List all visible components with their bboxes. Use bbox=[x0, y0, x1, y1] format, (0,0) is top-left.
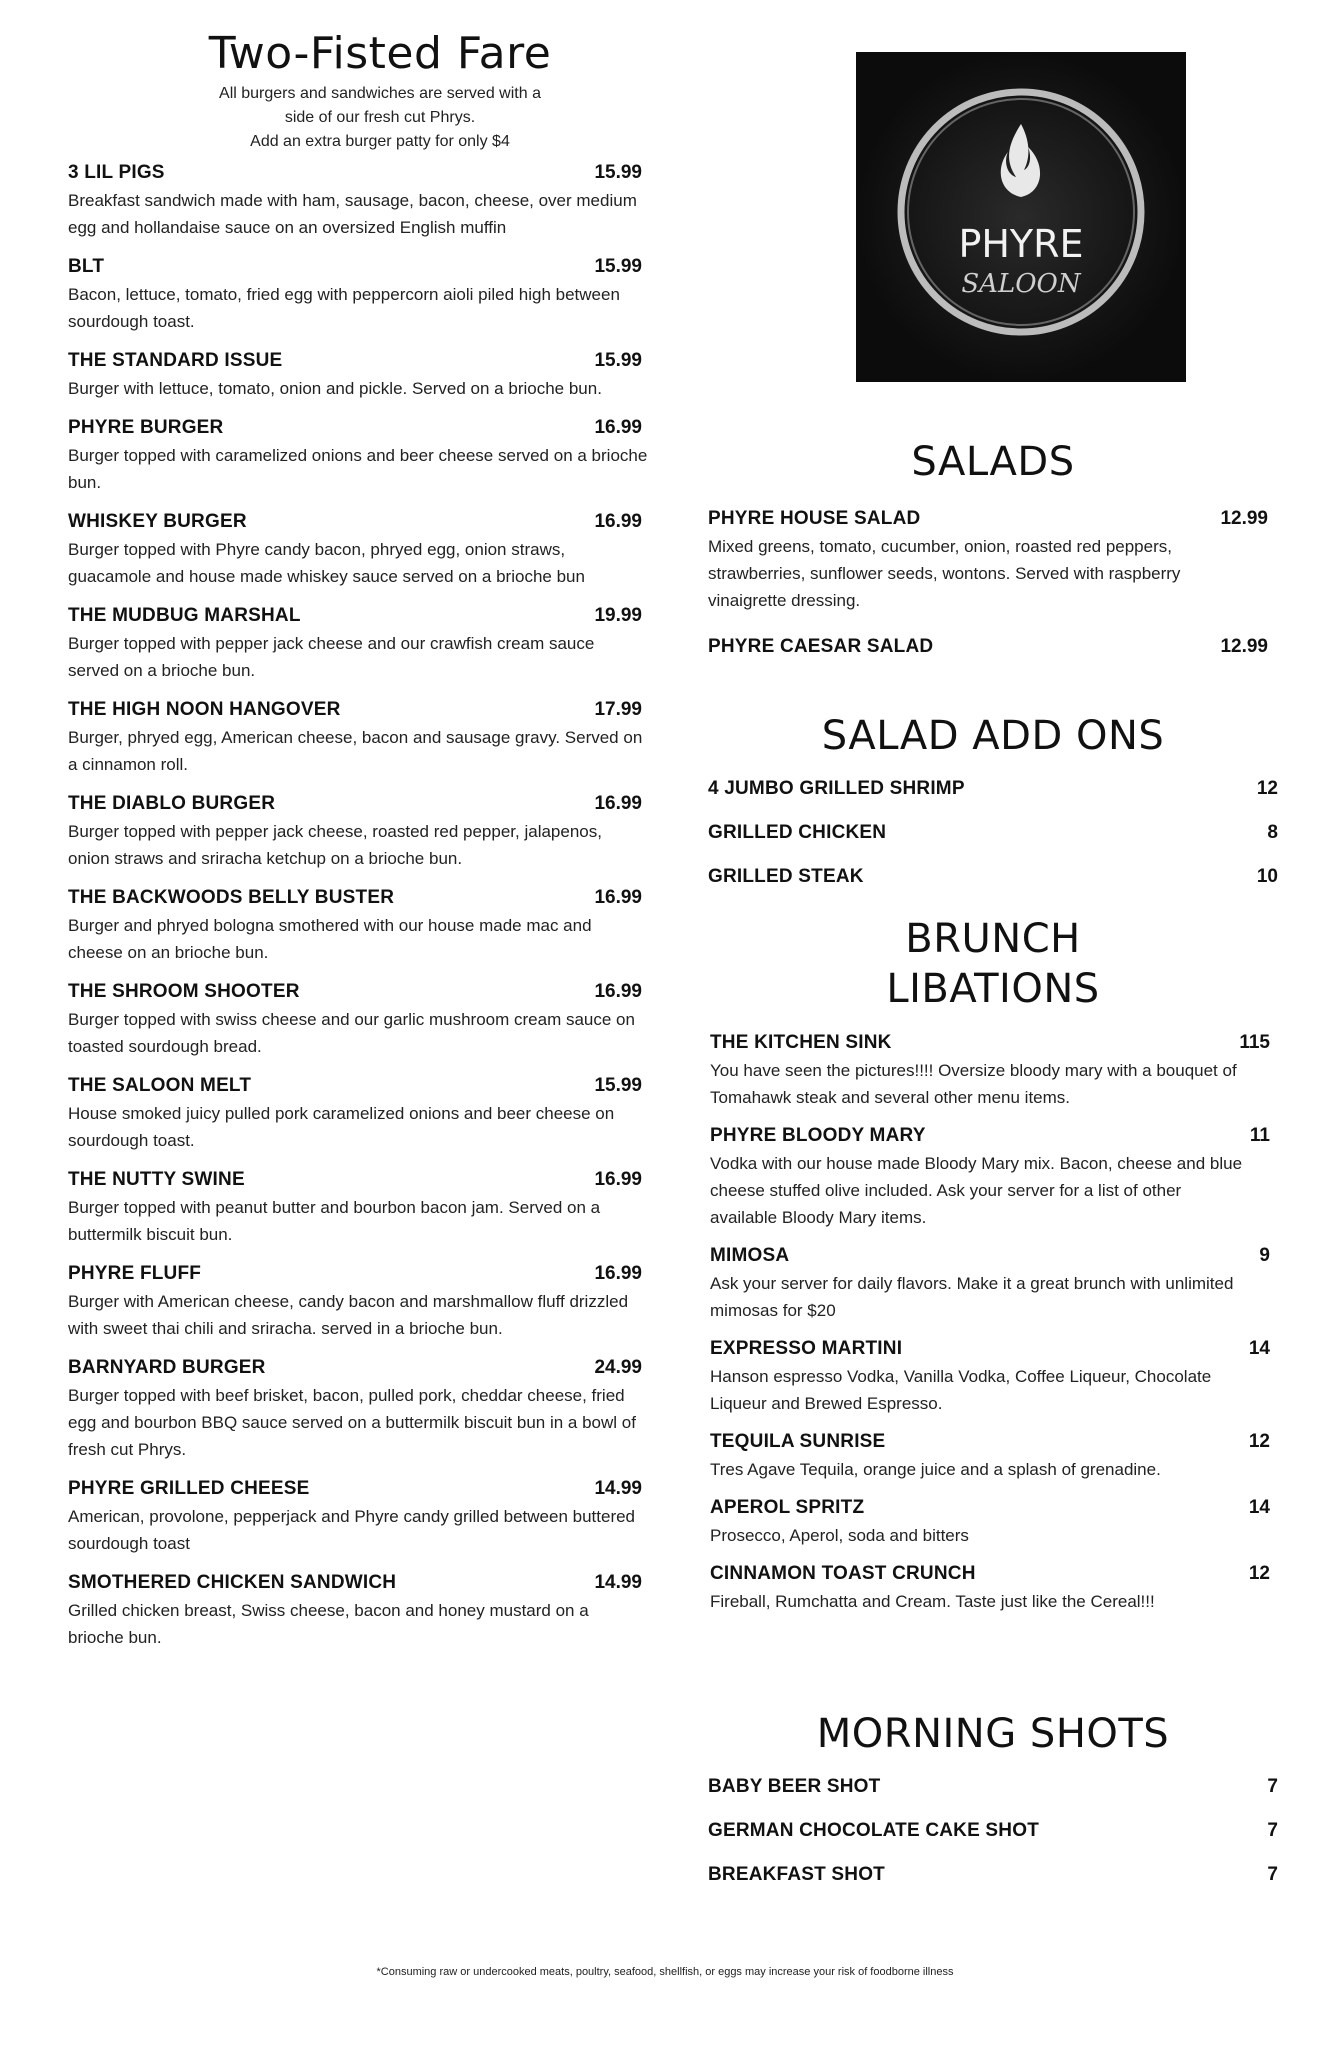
menu-item-price: 15.99 bbox=[594, 256, 642, 277]
menu-item-price: 11 bbox=[1249, 1125, 1270, 1146]
menu-item-name: BREAKFAST SHOT bbox=[708, 1864, 885, 1885]
menu-item bbox=[710, 1338, 1280, 1417]
menu-item bbox=[68, 605, 648, 684]
menu-item-name: THE SHROOM SHOOTER bbox=[68, 981, 300, 1002]
menu-item-description: Tres Agave Tequila, orange juice and a splash of grenadine. bbox=[710, 1460, 1161, 1479]
menu-item-name: PHYRE HOUSE SALAD bbox=[708, 508, 921, 529]
salad-add-ons-title: SALAD ADD ONS bbox=[821, 713, 1165, 759]
logo-text-saloon: SALOON bbox=[961, 269, 1081, 299]
menu-item bbox=[708, 636, 1278, 658]
menu-item-price: 12 bbox=[1248, 1563, 1270, 1584]
menu-item-header bbox=[710, 1245, 1280, 1267]
menu-item-price: 10 bbox=[1256, 866, 1278, 887]
intro-line: All burgers and sandwiches are served with a bbox=[219, 85, 541, 102]
menu-item-name: PHYRE FLUFF bbox=[68, 1263, 202, 1284]
logo-text-phyre: PHYRE bbox=[958, 222, 1084, 266]
menu-item-header bbox=[68, 981, 648, 1003]
menu-item bbox=[708, 1776, 1278, 1798]
menu-item-price: 16.99 bbox=[594, 793, 642, 814]
menu-item-header bbox=[68, 1478, 648, 1500]
salads-list bbox=[708, 508, 1278, 680]
menu-item-header bbox=[708, 822, 1278, 844]
menu-item-price: 12 bbox=[1248, 1431, 1270, 1452]
menu-item-name: THE MUDBUG MARSHAL bbox=[68, 605, 301, 626]
menu-item-name: PHYRE CAESAR SALAD bbox=[708, 636, 934, 657]
menu-item bbox=[68, 1169, 648, 1248]
menu-item-header bbox=[708, 778, 1278, 800]
menu-item bbox=[68, 793, 648, 872]
menu-item bbox=[68, 981, 648, 1060]
menu-item-name: PHYRE GRILLED CHEESE bbox=[68, 1478, 310, 1499]
phyre-saloon-logo bbox=[856, 52, 1186, 382]
menu-item-price: 8 bbox=[1267, 822, 1278, 843]
menu-item-name: BABY BEER SHOT bbox=[708, 1776, 881, 1797]
menu-item-description: Burger topped with caramelized onions and beer cheese served on a brioche bun. bbox=[68, 446, 648, 492]
menu-item-description: You have seen the pictures!!!! Oversize bloody mary with a bouquet of Tomahawk steak and several other menu items. bbox=[710, 1061, 1237, 1107]
menu-item bbox=[68, 1572, 648, 1651]
menu-item-price: 15.99 bbox=[594, 162, 642, 183]
menu-item-price: 15.99 bbox=[594, 1075, 642, 1096]
menu-item bbox=[68, 1263, 648, 1342]
menu-item-header bbox=[68, 605, 648, 627]
menu-item bbox=[708, 866, 1278, 888]
menu-item-header bbox=[68, 256, 648, 278]
menu-item-header bbox=[68, 1263, 648, 1285]
morning-shots-title: MORNING SHOTS bbox=[816, 1711, 1170, 1757]
menu-item-price: 7 bbox=[1267, 1776, 1278, 1797]
title-line: LIBATIONS bbox=[886, 966, 1100, 1012]
menu-item-price: 7 bbox=[1267, 1820, 1278, 1841]
burgers-list bbox=[68, 162, 648, 1666]
menu-item-price: 19.99 bbox=[594, 605, 642, 626]
menu-item bbox=[68, 1075, 648, 1154]
menu-item-header bbox=[68, 350, 648, 372]
menu-item-description: Burger topped with peanut butter and bourbon bacon jam. Served on a buttermilk biscuit bun. bbox=[68, 1198, 601, 1244]
title-line: BRUNCH bbox=[905, 916, 1081, 962]
brunch-libations-title bbox=[708, 914, 1278, 1014]
menu-item-price: 14.99 bbox=[594, 1478, 642, 1499]
menu-item-name: THE KITCHEN SINK bbox=[710, 1032, 892, 1053]
addons-list bbox=[708, 778, 1278, 910]
menu-item-description: Ask your server for daily flavors. Make it a great brunch with unlimited mimosas for $20 bbox=[710, 1274, 1234, 1320]
menu-item-name: GRILLED CHICKEN bbox=[708, 822, 887, 843]
menu-item-description: Burger topped with swiss cheese and our garlic mushroom cream sauce on toasted sourdough bread. bbox=[68, 1010, 635, 1056]
menu-item-header bbox=[68, 699, 648, 721]
menu-item-name: THE BACKWOODS BELLY BUSTER bbox=[68, 887, 395, 908]
menu-item-description: American, provolone, pepperjack and Phyre candy grilled between buttered sourdough toast bbox=[68, 1507, 636, 1553]
menu-item-header bbox=[710, 1563, 1280, 1585]
menu-item-description: Burger topped with beef brisket, bacon, pulled pork, cheddar cheese, fried egg and bourbon BBQ sauce served on a buttermilk biscuit bun in a bowl of fresh cut Phrys. bbox=[68, 1386, 636, 1459]
menu-item-price: 24.99 bbox=[594, 1357, 642, 1378]
menu-item-description: Vodka with our house made Bloody Mary mix. Bacon, cheese and blue cheese stuffed olive included. Ask your server for a list of other available Bloody Mary items. bbox=[710, 1154, 1243, 1227]
menu-item-description: Prosecco, Aperol, soda and bitters bbox=[710, 1526, 969, 1545]
menu-item-header bbox=[68, 417, 648, 439]
libations-list bbox=[710, 1032, 1280, 1629]
menu-item-description: Burger topped with Phyre candy bacon, phryed egg, onion straws, guacamole and house made whiskey sauce served on a brioche bun bbox=[68, 540, 585, 586]
menu-item bbox=[708, 822, 1278, 844]
menu-item bbox=[68, 162, 648, 241]
food-safety-disclaimer: *Consuming raw or undercooked meats, poultry, seafood, shellfish, or eggs may increase your risk of foodborne illness bbox=[376, 1966, 954, 1978]
menu-item-description: Breakfast sandwich made with ham, sausage, bacon, cheese, over medium egg and hollandaise sauce on an oversized English muffin bbox=[68, 191, 637, 237]
menu-item-name: GRILLED STEAK bbox=[708, 866, 864, 887]
menu-item bbox=[68, 1357, 648, 1463]
menu-item-header bbox=[708, 1776, 1278, 1798]
menu-item-header bbox=[68, 1169, 648, 1191]
menu-item bbox=[710, 1125, 1280, 1231]
menu-item-name: BLT bbox=[68, 256, 105, 277]
menu-item-price: 12 bbox=[1256, 778, 1278, 799]
menu-item-price: 16.99 bbox=[594, 1263, 642, 1284]
menu-item-price: 115 bbox=[1239, 1032, 1270, 1053]
menu-item-description: Burger with American cheese, candy bacon and marshmallow fluff drizzled with sweet thai chili and sriracha. served in a brioche bun. bbox=[68, 1292, 629, 1338]
menu-item bbox=[708, 778, 1278, 800]
menu-item-description: Grilled chicken breast, Swiss cheese, bacon and honey mustard on a brioche bun. bbox=[68, 1601, 589, 1647]
menu-item-header bbox=[68, 162, 648, 184]
menu-item-price: 16.99 bbox=[594, 511, 642, 532]
menu-item bbox=[710, 1245, 1280, 1324]
menu-item-header bbox=[708, 866, 1278, 888]
menu-item-description: Fireball, Rumchatta and Cream. Taste just like the Cereal!!! bbox=[710, 1592, 1155, 1611]
menu-item-price: 12.99 bbox=[1220, 636, 1268, 657]
menu-item-header bbox=[710, 1338, 1280, 1360]
menu-item-name: WHISKEY BURGER bbox=[68, 511, 247, 532]
shots-list bbox=[708, 1776, 1278, 1908]
menu-item-name: PHYRE BLOODY MARY bbox=[710, 1125, 926, 1146]
menu-item bbox=[708, 1864, 1278, 1886]
menu-item bbox=[710, 1497, 1280, 1549]
menu-item-header bbox=[68, 1357, 648, 1379]
menu-item-name: GERMAN CHOCOLATE CAKE SHOT bbox=[708, 1820, 1040, 1841]
menu-item-price: 16.99 bbox=[594, 417, 642, 438]
menu-item-description: Burger and phryed bologna smothered with our house made mac and cheese on an brioche bun. bbox=[68, 916, 592, 962]
menu-item-name: 3 LIL PIGS bbox=[68, 162, 165, 183]
menu-item-header bbox=[68, 1572, 648, 1594]
menu-item-description: Burger topped with pepper jack cheese and our crawfish cream sauce served on a brioche bun. bbox=[68, 634, 595, 680]
menu-item bbox=[68, 256, 648, 335]
menu-item-header bbox=[68, 887, 648, 909]
menu-item bbox=[708, 1820, 1278, 1842]
menu-item-name: THE NUTTY SWINE bbox=[68, 1169, 245, 1190]
menu-item-description: Burger topped with pepper jack cheese, roasted red pepper, jalapenos, onion straws and sriracha ketchup on a brioche bun. bbox=[68, 822, 602, 868]
menu-item-name: THE STANDARD ISSUE bbox=[68, 350, 283, 371]
menu-item bbox=[710, 1032, 1280, 1111]
menu-item-price: 9 bbox=[1259, 1245, 1270, 1266]
menu-item-price: 12.99 bbox=[1220, 508, 1268, 529]
menu-item-description: Burger, phryed egg, American cheese, bacon and sausage gravy. Served on a cinnamon roll. bbox=[68, 728, 643, 774]
menu-item-name: BARNYARD BURGER bbox=[68, 1357, 266, 1378]
menu-item bbox=[710, 1431, 1280, 1483]
menu-item bbox=[68, 417, 648, 496]
menu-item-name: TEQUILA SUNRISE bbox=[710, 1431, 886, 1452]
menu-item-price: 14 bbox=[1248, 1497, 1270, 1518]
menu-item-header bbox=[708, 636, 1278, 658]
menu-item-price: 7 bbox=[1267, 1864, 1278, 1885]
menu-item-name: CINNAMON TOAST CRUNCH bbox=[710, 1563, 976, 1584]
menu-item-description: House smoked juicy pulled pork caramelized onions and beer cheese on sourdough toast. bbox=[68, 1104, 615, 1150]
menu-item-name: APEROL SPRITZ bbox=[710, 1497, 865, 1518]
intro-note bbox=[110, 82, 650, 154]
menu-item-header bbox=[708, 1864, 1278, 1886]
menu-item-name: THE SALOON MELT bbox=[68, 1075, 252, 1096]
menu-item-header bbox=[708, 1820, 1278, 1842]
menu-item-name: EXPRESSO MARTINI bbox=[710, 1338, 903, 1359]
menu-item-header bbox=[68, 1075, 648, 1097]
menu-item bbox=[710, 1563, 1280, 1615]
menu-item bbox=[68, 699, 648, 778]
menu-item-price: 15.99 bbox=[594, 350, 642, 371]
menu-item-price: 16.99 bbox=[594, 981, 642, 1002]
menu-item-description: Burger with lettuce, tomato, onion and pickle. Served on a brioche bun. bbox=[68, 379, 602, 398]
menu-item-header bbox=[710, 1431, 1280, 1453]
salads-title: SALADS bbox=[911, 439, 1075, 485]
menu-item-price: 16.99 bbox=[594, 1169, 642, 1190]
menu-item-header bbox=[710, 1125, 1280, 1147]
menu-item bbox=[708, 508, 1278, 614]
menu-item-header bbox=[68, 793, 648, 815]
menu-item bbox=[68, 887, 648, 966]
menu-item-header bbox=[68, 511, 648, 533]
menu-item bbox=[68, 350, 648, 402]
menu-item-name: PHYRE BURGER bbox=[68, 417, 224, 438]
logo-graphic bbox=[856, 52, 1186, 382]
menu-item-price: 14.99 bbox=[594, 1572, 642, 1593]
menu-item-price: 14 bbox=[1248, 1338, 1270, 1359]
intro-line: Add an extra burger patty for only $4 bbox=[250, 133, 510, 150]
menu-item-name: 4 JUMBO GRILLED SHRIMP bbox=[708, 778, 965, 799]
menu-item-name: THE DIABLO BURGER bbox=[68, 793, 276, 814]
menu-item-description: Hanson espresso Vodka, Vanilla Vodka, Coffee Liqueur, Chocolate Liqueur and Brewed Espresso. bbox=[710, 1367, 1212, 1413]
menu-item-price: 16.99 bbox=[594, 887, 642, 908]
menu-item-name: SMOTHERED CHICKEN SANDWICH bbox=[68, 1572, 397, 1593]
menu-item-name: THE HIGH NOON HANGOVER bbox=[68, 699, 341, 720]
two-fisted-fare-title: Two-Fisted Fare bbox=[208, 28, 552, 79]
menu-item bbox=[68, 1478, 648, 1557]
menu-item-header bbox=[710, 1497, 1280, 1519]
menu-item-header bbox=[708, 508, 1278, 530]
menu-item bbox=[68, 511, 648, 590]
menu-item-header bbox=[710, 1032, 1280, 1054]
menu-item-price: 17.99 bbox=[594, 699, 642, 720]
menu-item-name: MIMOSA bbox=[710, 1245, 790, 1266]
menu-item-description: Mixed greens, tomato, cucumber, onion, roasted red peppers, strawberries, sunflower seeds, wontons. Served with raspberry vinaigrette dressing. bbox=[708, 537, 1181, 610]
menu-item-description: Bacon, lettuce, tomato, fried egg with peppercorn aioli piled high between sourdough toast. bbox=[68, 285, 620, 331]
intro-line: side of our fresh cut Phrys. bbox=[284, 109, 476, 126]
